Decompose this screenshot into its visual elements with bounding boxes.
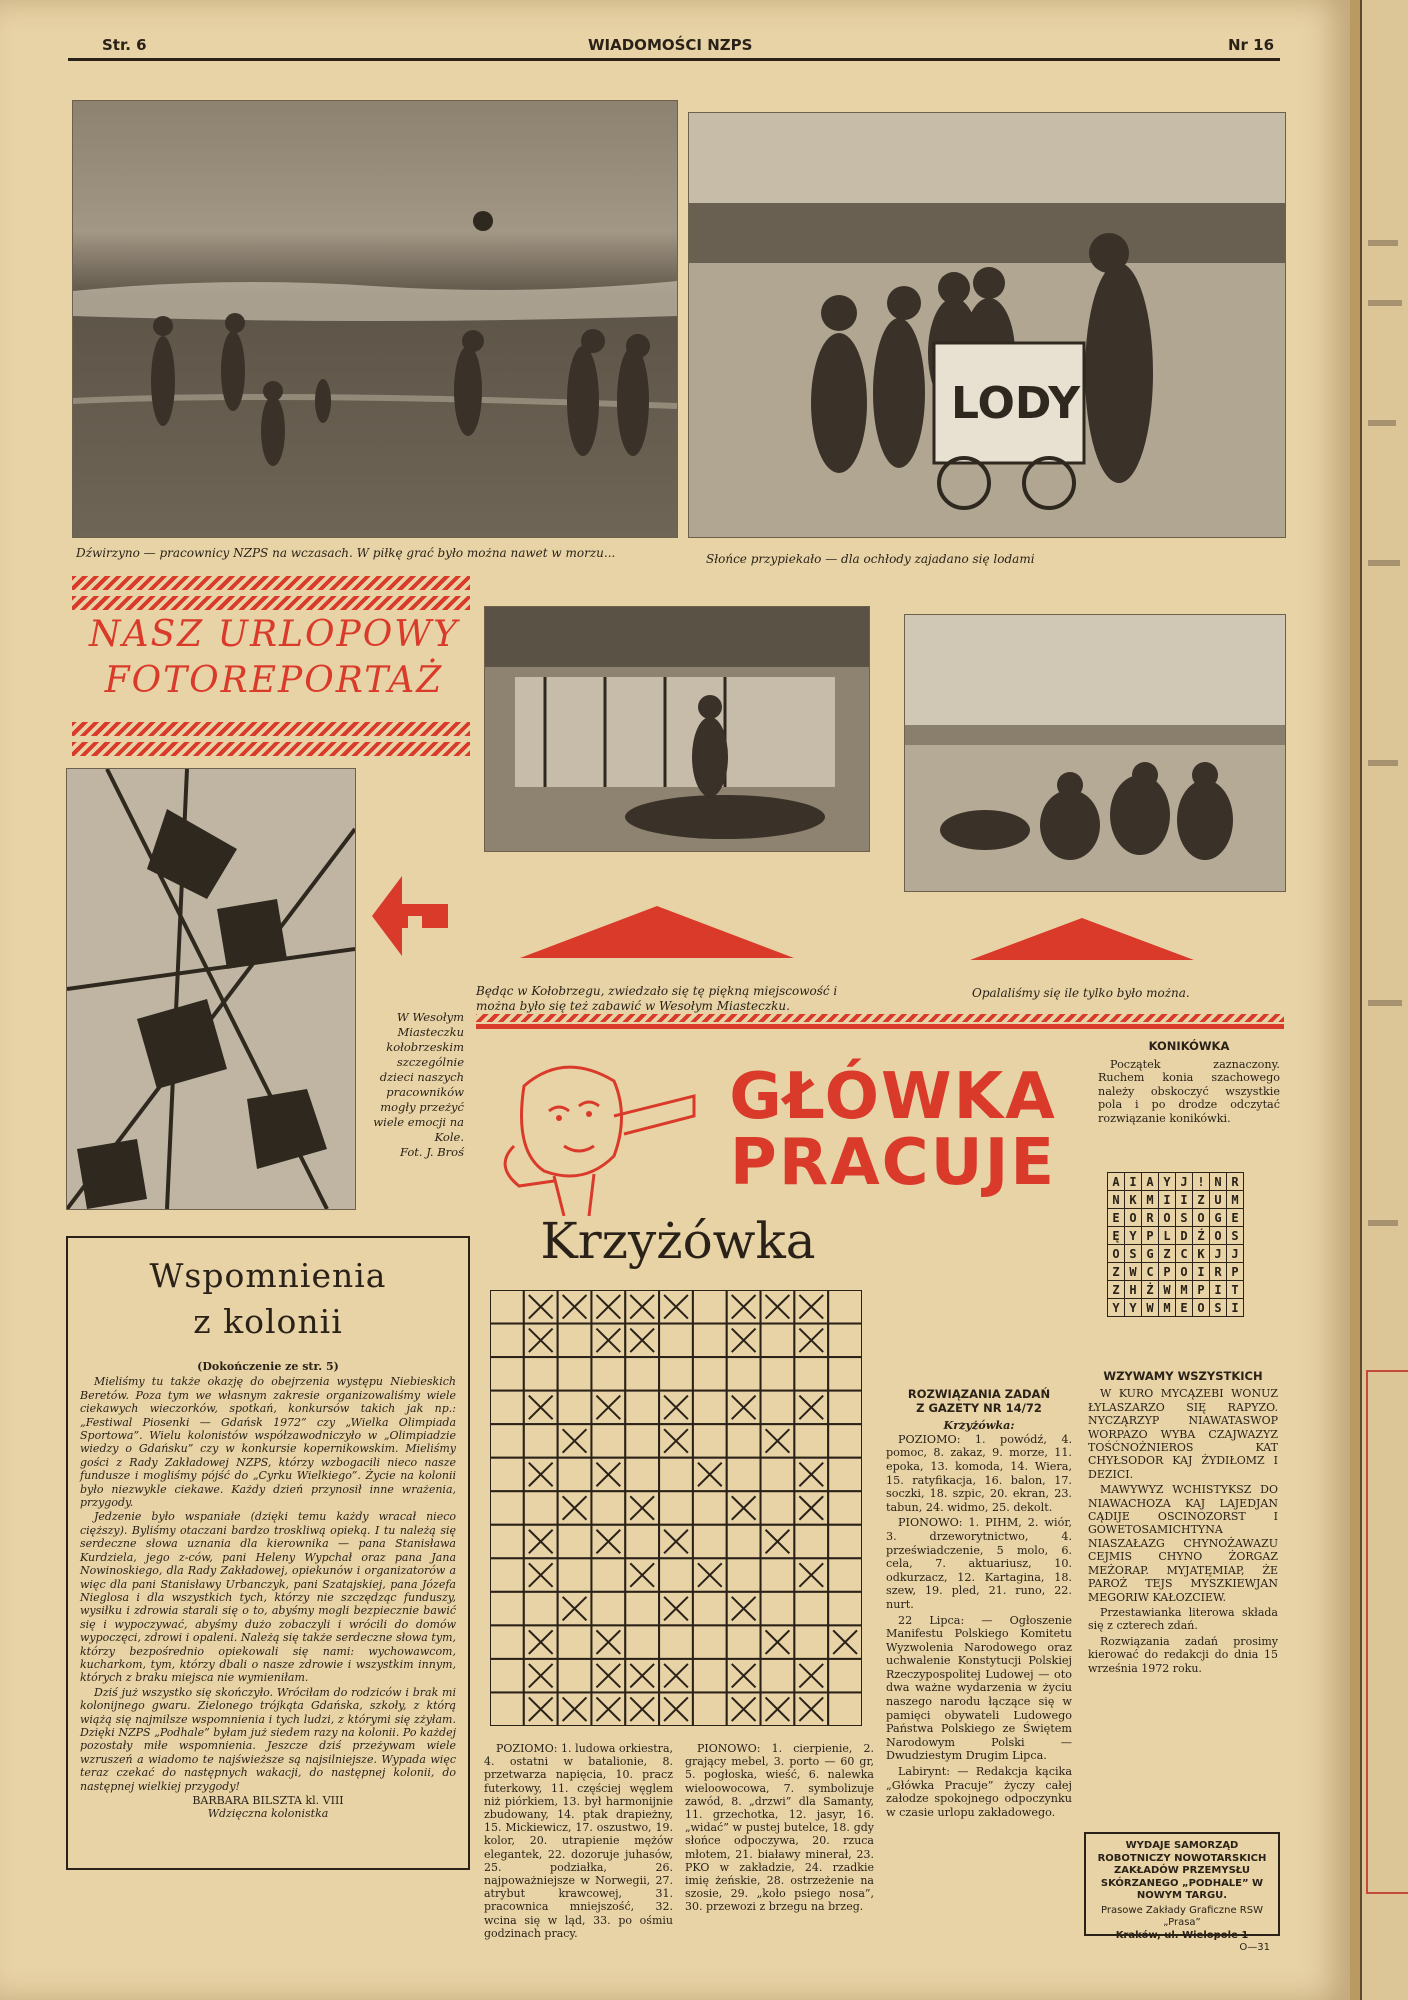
konikowka-cell: S xyxy=(1210,1299,1227,1317)
crossword-cell xyxy=(490,1391,524,1425)
crossword-cell xyxy=(794,1525,828,1559)
konikowka-cell: I xyxy=(1159,1191,1176,1209)
konikowka-cell: M xyxy=(1142,1191,1159,1209)
crossword-cell xyxy=(828,1458,862,1492)
crossword-cell xyxy=(524,1491,558,1525)
konikowka-cell: I xyxy=(1176,1191,1193,1209)
solutions-across: POZIOMO: 1. powódź, 4. pomoc, 8. zakaz, 9. morze, 11. epoka, 13. komoda, 14. Wiera, 15. ratyfikacja, 16. balon, 17. soczki, 18. szpic, 20. ekran, 23. tabun, 24. widmo, 25. dekolt. xyxy=(886,1432,1072,1514)
crossword-cell xyxy=(828,1290,862,1324)
konikowka-cell: P xyxy=(1227,1263,1244,1281)
crossword-cell xyxy=(693,1592,727,1626)
konikowka-cell: M xyxy=(1176,1281,1193,1299)
konikowka-cell: E xyxy=(1227,1209,1244,1227)
photo-ice-cream xyxy=(688,112,1286,538)
konikowka-cell: H xyxy=(1125,1281,1142,1299)
konikowka-cell: I xyxy=(1227,1299,1244,1317)
wzywamy-paragraph-3: Przestawianka literowa składa się z czterech zdań. xyxy=(1088,1605,1278,1633)
memories-paragraph-2: Jedzenie było wspaniałe (dzięki temu każdy wracał nieco cięższy). Byliśmy otaczani bardzo troskliwą opieką. I tu należą się serdeczne słowa uznania dla kierownika — pana Stanisława Kurdziela, jego z-ców, pani Heleny Wypchał oraz pana Jana Nowinoskiego, dla Rady Zakładowej, opiekunów i organizatorów a więc dla pani Stanisławy Urbanczyk, pani Szatajskiej, pana Józefa Nieglosa i dla wszystkich tych, którzy nie szczędząc funduszy, wysiłku i zdrowia starali się o to, abyśmy mogli bezpiecznie bawić się i wypoczywać, abyśmy dużo zobaczyli i wrócili do domów wypoczęci, zdrowi i opaleni. Należą się także serdeczne słowa tym, którzy bezpośrednio opiekowali się nami: wychowawcom, kucharkom, tym, którzy dbali o nasze zdrowie i wszystkim innym, których z braku miejsca nie wymieniłam. xyxy=(80,1510,456,1685)
banner-title xyxy=(74,612,474,704)
crossword-cell xyxy=(828,1592,862,1626)
crossword-cell xyxy=(794,1424,828,1458)
crossword-cell xyxy=(659,1324,693,1358)
crossword-cell xyxy=(693,1525,727,1559)
crossword-cell xyxy=(794,1592,828,1626)
konikowka-cell: I xyxy=(1125,1173,1142,1191)
crossword-cell xyxy=(828,1491,862,1525)
crossword-cell xyxy=(625,1391,659,1425)
memories-title-2: z kolonii xyxy=(193,1302,343,1341)
publisher-info xyxy=(1084,1832,1280,1953)
konikowka-cell: S xyxy=(1125,1245,1142,1263)
issue-number: Nr 16 xyxy=(1228,36,1275,54)
konikowka-cell: P xyxy=(1159,1263,1176,1281)
konikowka-cell: Ż xyxy=(1142,1281,1159,1299)
crossword-cell xyxy=(693,1625,727,1659)
konikowka-cell: C xyxy=(1176,1245,1193,1263)
crossword-clues xyxy=(484,1742,874,1940)
memories-continuation: (Dokończenie ze str. 5) xyxy=(197,1360,339,1373)
puzzle-section-title xyxy=(698,1060,1088,1200)
memories-paragraph-3: Dziś już wszystko się skończyło. Wróciłam do rodziców i brak mi kolonijnego gwaru. Zielonego trójkąta Gdańska, szkoły, z którą wiążą się najmilsze wspomnienia i tych ludzi, z którymi się zżyłam. Dzięki NZPS „Podhale” byłam już siedem razy na kolonii. Po każdej pozostały miłe wspomnienia. Jeszcze dziś przeżywam wiele wzruszeń a wiadomo te najświeższe są najsilniejsze. Wypada więc teraz czekać do następnych wakacji, do następnej kolonii, do następnej wielkiej przygody! xyxy=(80,1685,456,1793)
konikowka-cell: O xyxy=(1108,1245,1125,1263)
crossword-cell xyxy=(625,1625,659,1659)
lipca-note: 22 Lipca: — Ogłoszenie Manifestu Polskiego Komitetu Wyzwolenia Narodowego oraz uchwalenie Konstytucji Polskiej Rzeczypospolitej Ludowej — oto dwa ważne wydarzenia w życiu naszego narodu łączące się w pamięci obywateli Ludowego Państwa Polskiego ze Świętem Narodowym Polski — Dwudziestym Drugim Lipca. xyxy=(886,1613,1072,1763)
konikowka-cell: Y xyxy=(1125,1299,1142,1317)
konikowka-cell: Ę xyxy=(1108,1227,1125,1245)
konikowka-cell: J xyxy=(1227,1245,1244,1263)
konikowka-cell: P xyxy=(1193,1281,1210,1299)
konikowka-cell: I xyxy=(1193,1263,1210,1281)
red-arrow-icon xyxy=(372,876,448,956)
photo-sea-ball xyxy=(72,100,678,538)
crossword-cell xyxy=(591,1491,625,1525)
konikowka-cell: M xyxy=(1227,1191,1244,1209)
crossword-cell xyxy=(490,1525,524,1559)
crossword-cell xyxy=(659,1625,693,1659)
konikowka-cell: Z xyxy=(1159,1245,1176,1263)
konikowka-cell: N xyxy=(1108,1191,1125,1209)
crossword-cell xyxy=(490,1324,524,1358)
crossword-cell xyxy=(490,1558,524,1592)
crossword-cell xyxy=(558,1625,592,1659)
crossword-cell xyxy=(558,1458,592,1492)
banner-stripe-bottom xyxy=(72,722,470,736)
crossword-cell xyxy=(693,1659,727,1693)
banner-line1: NASZ URLOPOWY xyxy=(89,614,459,655)
crossword-cell xyxy=(828,1391,862,1425)
crossword-cell xyxy=(828,1558,862,1592)
thinking-face-illustration xyxy=(494,1056,704,1216)
memories-body xyxy=(80,1360,456,1821)
solutions-heading-line1: ROZWIĄZANIA ZADAŃ xyxy=(907,1387,1051,1401)
crossword-cell xyxy=(794,1625,828,1659)
adjacent-text-line xyxy=(1368,240,1398,246)
crossword-cell xyxy=(558,1324,592,1358)
konikowka-cell: M xyxy=(1159,1299,1176,1317)
adjacent-text-line xyxy=(1368,760,1398,766)
solutions-down: PIONOWO: 1. PIHM, 2. wiór, 3. drzeworytnictwo, 4. przeświadczenie, 5 molo, 6. cela, 7. aktuariusz, 10. odkurzacz, 12. Kartagina, 18. szew, 19. pled, 21. runo, 22. nurt. xyxy=(886,1516,1072,1611)
crossword-cell xyxy=(761,1491,795,1525)
crossword-cell xyxy=(524,1357,558,1391)
crossword-cell xyxy=(727,1357,761,1391)
crossword-cell xyxy=(558,1525,592,1559)
photo-sunbathing xyxy=(904,614,1286,892)
konikowka-cell: E xyxy=(1176,1299,1193,1317)
konikowka-cell: J xyxy=(1210,1245,1227,1263)
crossword-cell xyxy=(490,1692,524,1726)
crossword-cell xyxy=(727,1458,761,1492)
labirynt-note: Labirynt: — Redakcja kącika „Główka Pracuje” życzy całej załodze spokojnego odpoczynku w czasie urlopu zakładowego. xyxy=(886,1765,1072,1819)
crossword-cell xyxy=(625,1458,659,1492)
red-divider xyxy=(476,1024,1284,1029)
adjacent-text-line xyxy=(1368,300,1402,306)
caption-ferris-text: W Wesołym Miasteczku kołobrzeskim szczególnie dzieci naszych pracowników mogły przeżyć wiele emocji na Kole. xyxy=(373,1010,464,1144)
header-rule xyxy=(68,58,1280,61)
konikowka-cell: R xyxy=(1142,1209,1159,1227)
crossword-cell xyxy=(761,1592,795,1626)
red-triangle-2 xyxy=(970,918,1194,960)
lody-sign: LODY xyxy=(951,378,1081,429)
konikowka-cell: Y xyxy=(1125,1227,1142,1245)
memories-title-1: Wspomnienia xyxy=(149,1256,387,1295)
crossword-cell xyxy=(490,1592,524,1626)
crossword-cell xyxy=(828,1324,862,1358)
crossword-cell xyxy=(625,1592,659,1626)
konikowka-cell: C xyxy=(1142,1263,1159,1281)
adjacent-page-edge xyxy=(1360,0,1408,2000)
konikowka-grid xyxy=(1107,1172,1244,1317)
konikowka-instructions: Początek zaznaczony. Ruchem konia szachowego należy obskoczyć wszystkie pola i po drodze odczytać rozwiązanie konikówki. xyxy=(1098,1057,1280,1125)
konikowka-cell: O xyxy=(1159,1209,1176,1227)
crossword-cell xyxy=(828,1692,862,1726)
crossword-cell xyxy=(693,1391,727,1425)
page-number: Str. 6 xyxy=(102,36,147,54)
clues-down: PIONOWO: 1. cierpienie, 2. grający mebel, 3. porto — 60 gr, 5. pogłoska, wieść, 6. nalewka wieloowocowa, 7. symbolizuje zawód, 8. „drzwi” dla Samanty, 11. grzechotka, 12. jasyr, 16. „widać” w pustej butelce, 18. gdy słońce odpoczywa, 20. rzuca młotem, 21. białawy minerał, 23. PKO w zakładzie, 24. rzadkie imię żeńskie, 28. ostrzeżenie na szosie, 29. „koło psiego nosa”, 30. przewozi z brzegu na brzeg. xyxy=(685,1742,874,1914)
konikowka-cell: T xyxy=(1227,1281,1244,1299)
konikowka-cell: A xyxy=(1142,1173,1159,1191)
crossword-cell xyxy=(659,1458,693,1492)
adjacent-text-line xyxy=(1368,1220,1398,1226)
adjacent-text-line xyxy=(1368,1000,1402,1006)
crossword-cell xyxy=(558,1558,592,1592)
konikowka-cell: O xyxy=(1125,1209,1142,1227)
solutions-sub: Krzyżówka: xyxy=(943,1418,1015,1433)
crossword-cell xyxy=(591,1357,625,1391)
konikowka-cell: O xyxy=(1176,1263,1193,1281)
crossword-cell xyxy=(693,1424,727,1458)
crossword-cell xyxy=(828,1659,862,1693)
crossword-cell xyxy=(761,1391,795,1425)
crossword-cell xyxy=(794,1357,828,1391)
konikowka-cell: D xyxy=(1176,1227,1193,1245)
red-triangle-1 xyxy=(520,906,794,958)
konikowka-cell: G xyxy=(1142,1245,1159,1263)
konikowka-cell: Z xyxy=(1108,1263,1125,1281)
memories-article xyxy=(66,1236,470,1870)
konikowka-cell: W xyxy=(1125,1263,1142,1281)
banner-stripe-bottom2 xyxy=(72,742,470,756)
konikowka-cell: Y xyxy=(1108,1299,1125,1317)
red-divider-stripe xyxy=(476,1014,1284,1022)
crossword-cell xyxy=(490,1458,524,1492)
newspaper-title: WIADOMOŚCI NZPS xyxy=(588,36,753,54)
konikowka-cell: Y xyxy=(1159,1173,1176,1191)
adjacent-red-box xyxy=(1366,1370,1408,1894)
crossword-title: Krzyżówka xyxy=(540,1212,816,1270)
crossword-cell xyxy=(761,1558,795,1592)
konikowka-section xyxy=(1098,1040,1280,1128)
publisher-line3: Kraków, ul. Wielopole 1 xyxy=(1115,1929,1249,1941)
konikowka-cell: S xyxy=(1176,1209,1193,1227)
crossword-cell xyxy=(558,1391,592,1425)
konikowka-cell: W xyxy=(1142,1299,1159,1317)
wzywamy-paragraph-2: MAWYWYZ WCHISTYKSZ DO NIAWACHOZA KAJ LAJEDJAN CĄDIJE OSCINOZORST I GOWETOSAMICHTYNA NIASZAŁAZG CHYNOŻAWAZU CEJMIS CHYNO ŻORGAZ MEŻORAP. MYJATĘMIAP, ŻE PAROŻ TEJS MYSZKIEWJAN MEGORIW KAŁOZCIEW. xyxy=(1088,1483,1278,1604)
publisher-line4: O—31 xyxy=(1239,1942,1270,1953)
crossword-cell xyxy=(659,1558,693,1592)
crossword-cell xyxy=(659,1491,693,1525)
memories-author: BARBARA BILSZTA kl. VIII xyxy=(192,1794,344,1807)
crossword-cell xyxy=(727,1525,761,1559)
solutions-heading-line2: Z GAZETY NR 14/72 xyxy=(916,1400,1042,1415)
banner-stripe-top2 xyxy=(72,596,470,610)
konikowka-cell: S xyxy=(1227,1227,1244,1245)
crossword-cell xyxy=(558,1357,592,1391)
crossword-cell xyxy=(659,1357,693,1391)
konikowka-cell: R xyxy=(1210,1263,1227,1281)
photo-kolobrzeg xyxy=(484,606,870,852)
crossword-cell xyxy=(625,1357,659,1391)
konikowka-cell: W xyxy=(1159,1281,1176,1299)
crossword-cell xyxy=(693,1357,727,1391)
konikowka-cell: O xyxy=(1193,1299,1210,1317)
wzywamy-paragraph-4: Rozwiązania zadań prosimy kierować do redakcji do dnia 15 września 1972 roku. xyxy=(1088,1634,1278,1675)
konikowka-cell: I xyxy=(1210,1281,1227,1299)
konikowka-cell: K xyxy=(1125,1191,1142,1209)
puzzle-title-line1: GŁÓWKA xyxy=(729,1060,1057,1134)
caption-photo-kolobrzeg: Będąc w Kołobrzegu, zwiedzało się tę piękną miejscowość i można było się też zabawić w Wesołym Miasteczku. xyxy=(476,984,838,1013)
crossword-cell xyxy=(828,1424,862,1458)
caption-photo-sea-ball: Dźwirzyno — pracownicy NZPS na wczasach. W piłkę grać było można nawet w morzu... xyxy=(76,546,616,560)
konikowka-cell: Ź xyxy=(1193,1227,1210,1245)
publisher-line2: Prasowe Zakłady Graficzne RSW „Prasa” xyxy=(1100,1904,1263,1928)
crossword-cell xyxy=(524,1592,558,1626)
konikowka-cell: E xyxy=(1108,1209,1125,1227)
crossword-cell xyxy=(828,1357,862,1391)
konikowka-cell: G xyxy=(1210,1209,1227,1227)
banner-line2: FOTOREPORTAŻ xyxy=(104,660,444,701)
konikowka-cell: J xyxy=(1176,1173,1193,1191)
wzywamy-section xyxy=(1088,1362,1278,1677)
crossword-cell xyxy=(693,1692,727,1726)
caption-photo-ice-cream: Słońce przypiekało — dla ochłody zajadano się lodami xyxy=(706,552,1035,566)
wzywamy-paragraph-1: W KURO MYCĄZEBI WONUZ ŁYLASZARZO SIĘ RAPYZO. NYCZĄRZYP NIAWATASWOP WORPAZO WYBA CZAJWAZYZ TOŚĆNOŻNIEROS KAT CHYŁSODOR KAJ ŻYDIŁOMZ I DEZICI. xyxy=(1088,1387,1278,1481)
crossword-cell xyxy=(727,1558,761,1592)
crossword-cell xyxy=(727,1424,761,1458)
crossword-cell xyxy=(490,1290,524,1324)
crossword-cell xyxy=(490,1424,524,1458)
banner-stripe-top xyxy=(72,576,470,590)
konikowka-cell: Z xyxy=(1193,1191,1210,1209)
crossword-cell xyxy=(490,1357,524,1391)
crossword-cell xyxy=(591,1558,625,1592)
crossword-cell xyxy=(558,1659,592,1693)
crossword-cell xyxy=(761,1357,795,1391)
crossword-cell xyxy=(761,1458,795,1492)
crossword-cell xyxy=(761,1324,795,1358)
konikowka-cell: ! xyxy=(1193,1173,1210,1191)
memories-paragraph-1: Mieliśmy tu także okazję do obejrzenia występu Niebieskich Beretów. Poza tym we własnym zakresie organizowaliśmy wiele ciekawych wieczorków, spotkań, konkursów takich jak np.: „Festiwal Piosenki — Gdańsk 1972” czy „Wielka Olimpiada Sportowa”. Wielu kolonistów współzawodniczyło w „Olimpiadzie wiedzy o Gdańsku” czy w konkursie kopernikowskim. Mieliśmy gości z Rady Zakładowej NZPS, którzy wzbogacili nieco nasze fundusze i mogliśmy pójść do „Cyrku Wielkiego”. Życie na kolonii było niezwykle ciekawe. Każdy dzień przynosił inne wrażenia, przygody. xyxy=(80,1375,456,1510)
konikowka-cell: P xyxy=(1142,1227,1159,1245)
konikowka-cell: O xyxy=(1210,1227,1227,1245)
crossword-grid xyxy=(490,1290,862,1726)
puzzle-title-line2: PRACUJE xyxy=(729,1126,1057,1200)
photo-credit: Fot. J. Broś xyxy=(399,1145,464,1159)
crossword-cell xyxy=(524,1424,558,1458)
crossword-cell xyxy=(490,1625,524,1659)
adjacent-text-line xyxy=(1368,560,1400,566)
crossword-cell xyxy=(693,1290,727,1324)
solutions-heading xyxy=(886,1388,1072,1415)
konikowka-cell: R xyxy=(1227,1173,1244,1191)
konikowka-cell: N xyxy=(1210,1173,1227,1191)
konikowka-heading: KONIKÓWKA xyxy=(1148,1039,1230,1053)
konikowka-cell: A xyxy=(1108,1173,1125,1191)
crossword-cell xyxy=(490,1491,524,1525)
memories-author-note: Wdzięczna kolonistka xyxy=(207,1807,329,1821)
crossword-cell xyxy=(693,1324,727,1358)
adjacent-text-line xyxy=(1368,420,1396,426)
konikowka-cell: O xyxy=(1193,1209,1210,1227)
page-header xyxy=(68,32,1280,58)
crossword-cell xyxy=(625,1424,659,1458)
clues-across: POZIOMO: 1. ludowa orkiestra, 4. ostatni w batalionie, 8. przetwarza napięcia, 10. pracz futerkowy, 11. częściej węglem niż piórkiem, 13. był harmonijnie zbudowany, 14. ptak drapieżny, 15. Mickiewicz, 17. oszustwo, 19. kolor, 20. utrapienie mężów elegantek, 22. dozoruje juhasów, 25. podziałka, 26. najpoważniejsze w Norwegii, 27. atrybut krawcowej, 31. pracownica mniejszość, 32. wcina się w ląd, 33. po ośmiu godzinach pracy. xyxy=(484,1742,673,1940)
konikowka-cell: L xyxy=(1159,1227,1176,1245)
crossword-cell xyxy=(591,1592,625,1626)
crossword-cell xyxy=(828,1525,862,1559)
publisher-line1: WYDAJE SAMORZĄD ROBOTNICZY NOWOTARSKICH ZAKŁADÓW PRZEMYSŁU SKÓRZANEGO „PODHALE” W NOWYM TARGU. xyxy=(1097,1840,1267,1901)
konikowka-cell: U xyxy=(1210,1191,1227,1209)
caption-photo-sunbathing: Opalaliśmy się ile tylko było można. xyxy=(972,986,1190,1000)
crossword-cell xyxy=(761,1659,795,1693)
konikowka-cell: Z xyxy=(1108,1281,1125,1299)
solutions-column xyxy=(886,1380,1072,1821)
caption-photo-ferris-wheel xyxy=(360,1010,464,1160)
konikowka-cell: K xyxy=(1193,1245,1210,1263)
crossword-cell xyxy=(490,1659,524,1693)
wzywamy-heading: WZYWAMY WSZYSTKICH xyxy=(1103,1369,1263,1383)
crossword-cell xyxy=(591,1424,625,1458)
crossword-cell xyxy=(727,1625,761,1659)
photo-ferris-wheel xyxy=(66,768,356,1210)
crossword-cell xyxy=(625,1525,659,1559)
crossword-cell xyxy=(693,1491,727,1525)
